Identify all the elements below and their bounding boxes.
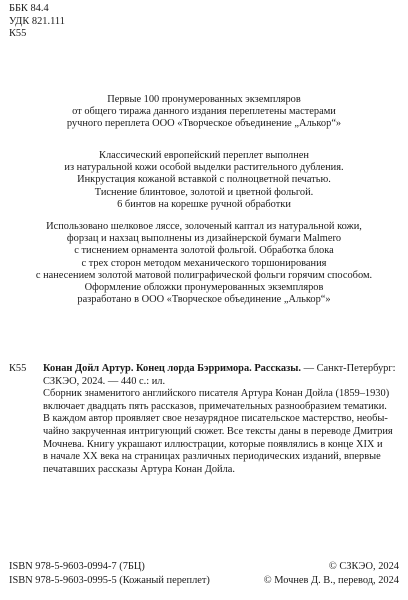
- copyright-publisher: © СЗКЭО, 2024: [328, 561, 399, 572]
- materials-line: Оформление обложки пронумерованных экземпляров: [84, 282, 324, 294]
- binding-line: из натуральной кожи особой выделки растительного дубления.: [64, 162, 344, 174]
- materials-paragraph: [8, 221, 400, 306]
- record-line: включает двадцать пять рассказов, примечательных разнообразием тематики.: [43, 400, 387, 412]
- record-line: В каждом автор проявляет свое незаурядное писательское мастерство, необы-: [43, 413, 388, 425]
- classification-codes: [9, 3, 65, 41]
- isbn-hardcover: ISBN 978-5-9603-0994-7 (7БЦ): [9, 561, 145, 572]
- footer-row: [9, 560, 399, 574]
- record-line: Мочнева. Книгу украшают иллюстрации, которые появлялись в конце XIX и: [43, 438, 383, 450]
- copyright-translator: © Мочнев Д. В., перевод, 2024: [263, 574, 399, 586]
- record-line: печатавших рассказы Артура Конан Дойла.: [43, 463, 235, 475]
- binding-line: Классический европейский переплет выполнен: [99, 150, 309, 161]
- author-mark: К55: [9, 28, 27, 40]
- materials-line: разработано в ООО «Творческое объединение „Алькор“»: [77, 294, 331, 306]
- footer-row: [9, 574, 399, 588]
- materials-line: с нанесением золотой матовой полиграфической фольги горячим способом.: [35, 269, 373, 281]
- materials-line: форзац и нахзац выполнены из дизайнерской бумаги Malmero: [66, 233, 342, 245]
- materials-line: Использовано шелковое ляссе, золоченый каптал из натуральной кожи,: [46, 221, 362, 232]
- udk-code: УДК 821.111: [9, 15, 65, 27]
- materials-line: с трех сторон методом механического торшонирования: [81, 257, 327, 269]
- edition-line: ручного переплета ООО «Творческое объединение „Алькор“»: [66, 118, 342, 130]
- limited-edition-paragraph: [8, 94, 400, 131]
- bbk-code: ББК 84.4: [9, 3, 49, 14]
- record-line: в начале XX века на страницах различных периодических изданий, впервые: [43, 451, 381, 463]
- isbn-copyright-footer: [9, 560, 399, 588]
- isbn-leather: ISBN 978-5-9603-0995-5 (Кожаный переплет): [9, 574, 210, 586]
- binding-line: Инкрустация кожаной вставкой с полноцветной печатью.: [77, 174, 331, 186]
- edition-line: Первые 100 пронумерованных экземпляров: [107, 94, 301, 105]
- record-line: Сборник знаменитого английского писателя Артура Конан Дойла (1859–1930): [43, 388, 390, 400]
- materials-line: с тиснением орнамента золотой фольгой. Обработка блока: [74, 245, 334, 257]
- binding-line: Тиснение блинтовое, золотой и цветной фольгой.: [94, 186, 314, 198]
- bibliographic-record: [9, 363, 401, 476]
- binding-line: 6 бинтов на корешке ручной обработки: [117, 198, 291, 210]
- binding-paragraph: [8, 150, 400, 211]
- record-author-mark: К55: [9, 363, 27, 374]
- record-line: СЗКЭО, 2024. — 440 с.: ил.: [43, 375, 166, 387]
- record-line: чайно закрученная интригующий сюжет. Все тексты даны в переводе Дмитрия: [43, 425, 393, 437]
- record-publisher: — Санкт-Петербург:: [301, 363, 396, 374]
- edition-line: от общего тиража данного издания переплетены мастерами: [72, 106, 336, 118]
- record-title: Конан Дойл Артур. Конец лорда Бэрримора. Рассказы.: [43, 363, 302, 374]
